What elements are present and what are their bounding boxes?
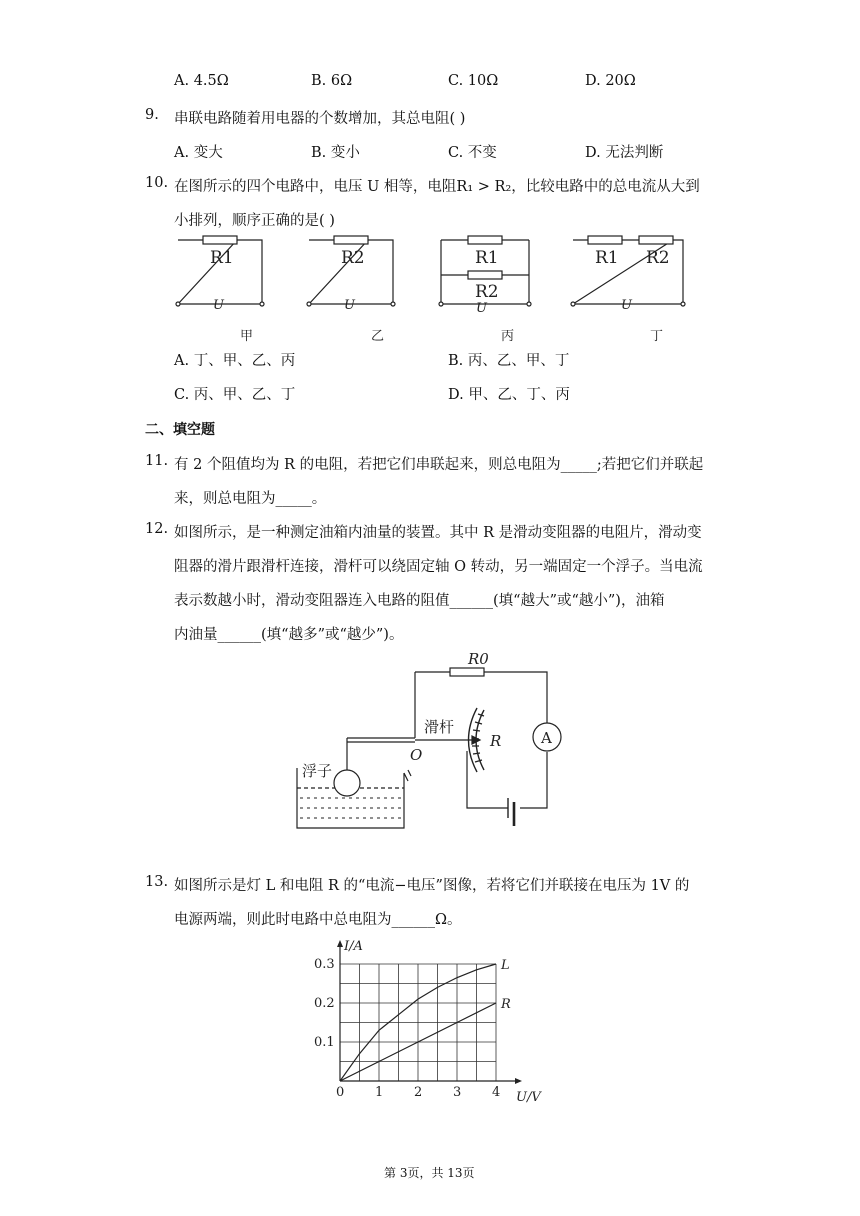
circuit-ding-r2-label: R2 bbox=[646, 248, 670, 268]
circuit-yi-u-label: U bbox=[344, 298, 355, 313]
circuit-jia-u-label: U bbox=[213, 298, 224, 313]
x-tick-label: 1 bbox=[375, 1085, 384, 1100]
y-tick-label: 0.2 bbox=[314, 996, 335, 1011]
q10-option-d: D. 甲、乙、丁、丙 bbox=[448, 387, 570, 403]
circuit-jia-r-label: R1 bbox=[210, 248, 234, 268]
q10-option-c: C. 丙、甲、乙、丁 bbox=[174, 387, 296, 403]
circuit-bing-r2-label: R2 bbox=[475, 282, 499, 302]
rod-label: 滑杆 bbox=[424, 718, 455, 736]
ammeter-label: A bbox=[541, 729, 552, 747]
q12-oil-gauge-figure bbox=[292, 648, 562, 833]
q8-option-b: B. 6Ω bbox=[311, 73, 353, 89]
q11-line1: 有 2 个阻值均为 R 的电阻，若把它们串联起来，则总电阻为_____;若把它们并联起 bbox=[174, 457, 704, 473]
q10-line2: 小排列，顺序正确的是( ) bbox=[174, 213, 335, 229]
circuit-bing-u-label: U bbox=[476, 301, 487, 316]
circuit-bing bbox=[439, 236, 531, 316]
float-label: 浮子 bbox=[302, 762, 333, 780]
q9-option-b: B. 变小 bbox=[311, 145, 360, 161]
x-axis-arrow bbox=[515, 1078, 522, 1084]
series-label-L: L bbox=[501, 958, 510, 973]
q13-number: 13. bbox=[145, 874, 169, 890]
q11-line2: 来，则总电阻为_____。 bbox=[174, 491, 327, 507]
rheostat-label: R bbox=[490, 732, 502, 750]
circuit-ding-r1-label: R1 bbox=[595, 248, 619, 268]
y-tick-label: 0.3 bbox=[314, 957, 335, 972]
y-axis-arrow bbox=[337, 940, 343, 947]
q9-option-d: D. 无法判断 bbox=[585, 145, 664, 161]
caption-yi: 乙 bbox=[371, 329, 385, 344]
circuit-yi bbox=[307, 236, 395, 313]
q10-option-b: B. 丙、乙、甲、丁 bbox=[448, 353, 570, 369]
caption-jia: 甲 bbox=[240, 329, 254, 344]
q12-line3: 表示数越小时，滑动变阻器连入电路的阻值______(填“越大”或“越小”)，油箱 bbox=[174, 593, 665, 609]
q12-line4: 内油量______(填“越多”或“越少”)。 bbox=[174, 627, 404, 643]
q10-number: 10. bbox=[145, 175, 169, 191]
section-title-fill-in: 二、填空题 bbox=[145, 422, 215, 438]
q12-line1: 如图所示，是一种测定油箱内油量的装置。其中 R 是滑动变阻器的电阻片，滑动变 bbox=[174, 525, 702, 541]
chart-series bbox=[340, 958, 511, 1081]
q11-number: 11. bbox=[145, 453, 169, 469]
q13-line2: 电源两端，则此时电路中总电阻为______Ω。 bbox=[174, 912, 462, 928]
y-tick-label: 0.1 bbox=[314, 1035, 335, 1050]
q8-option-c: C. 10Ω bbox=[448, 73, 499, 89]
q8-option-d: D. 20Ω bbox=[585, 73, 636, 89]
q13-line1: 如图所示是灯 L 和电阻 R 的“电流−电压”图像，若将它们并联接在电压为 1V 的 bbox=[174, 878, 690, 894]
series-label-R: R bbox=[501, 997, 511, 1012]
q12-number: 12. bbox=[145, 521, 169, 537]
circuit-ding bbox=[571, 236, 685, 313]
x-tick-label: 4 bbox=[492, 1085, 501, 1100]
chart-grid bbox=[340, 964, 496, 1081]
pivot-label: O bbox=[410, 746, 423, 764]
q9-number: 9. bbox=[145, 107, 159, 123]
circuit-bing-r1-label: R1 bbox=[475, 248, 499, 268]
q12-line2: 阻器的滑片跟滑杆连接，滑杆可以绕固定轴 O 转动，另一端固定一个浮子。当电流 bbox=[174, 559, 703, 575]
q10-line1: 在图所示的四个电路中，电压 U 相等，电阻R₁ > R₂，比较电路中的总电流从大到 bbox=[174, 179, 700, 195]
q9-option-a: A. 变大 bbox=[174, 145, 223, 161]
caption-ding: 丁 bbox=[650, 329, 664, 344]
circuit-yi-r-label: R2 bbox=[341, 248, 365, 268]
circuit-jia bbox=[176, 236, 264, 313]
x-axis-label: U/V bbox=[516, 1090, 541, 1105]
caption-bing: 丙 bbox=[501, 329, 515, 344]
q9-text: 串联电路随着用电器的个数增加，其总电阻( ) bbox=[174, 111, 466, 127]
r0-label: R0 bbox=[468, 650, 489, 668]
x-tick-label: 2 bbox=[414, 1085, 423, 1100]
q10-option-a: A. 丁、甲、乙、丙 bbox=[174, 353, 296, 369]
q10-circuits-figure bbox=[168, 230, 728, 345]
iv-chart bbox=[300, 936, 560, 1106]
q8-option-a: A. 4.5Ω bbox=[174, 73, 229, 89]
x-tick-label: 3 bbox=[453, 1085, 462, 1100]
circuit-ding-u-label: U bbox=[621, 298, 632, 313]
y-axis-label: I/A bbox=[344, 939, 363, 954]
page-footer: 第 3页，共 13页 bbox=[384, 1166, 475, 1180]
x-tick-label: 0 bbox=[336, 1085, 345, 1100]
chart-axes bbox=[337, 940, 522, 1084]
q9-option-c: C. 不变 bbox=[448, 145, 497, 161]
